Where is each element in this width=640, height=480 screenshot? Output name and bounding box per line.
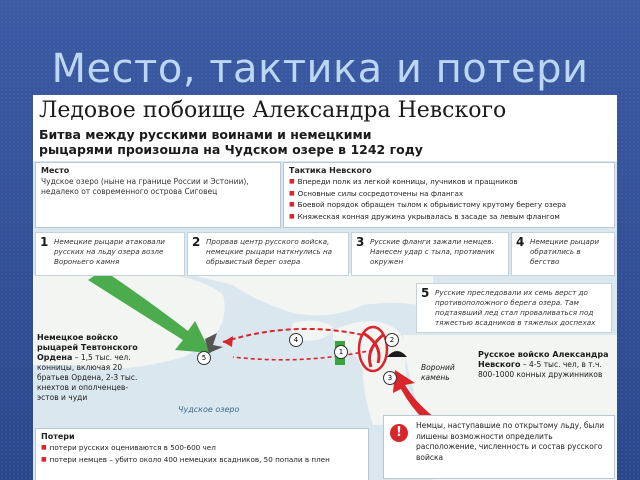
- place-text: Чудское озеро (ныне на границе России и Эстонии), недалеко от современного острова Сиговец: [41, 177, 249, 196]
- place-heading: Место: [41, 166, 70, 175]
- map-marker-3: 3: [383, 371, 397, 385]
- poster-header: [33, 95, 617, 161]
- step-5: [416, 283, 612, 333]
- tactics-item: ■ Боевой порядок обращен тылом к обрывистому крутому берегу озера: [289, 200, 614, 212]
- losses-item: ■ потери русских оцениваются в 500-600 чел: [41, 443, 368, 455]
- infographic-poster: [33, 95, 617, 480]
- step-4: [511, 232, 615, 276]
- step-1: [35, 232, 185, 276]
- step-number: 5: [421, 286, 430, 300]
- tactics-item: ■ Впереди полк из легкой конницы, лучников и пращников: [289, 177, 614, 189]
- map-marker-1: 1: [334, 345, 348, 359]
- german-army-text: – 1,5 тыс. чел. конницы, включая 20 братьев Ордена, 2-3 тыс. кнехтов и ополченцев-эстов и чуди: [37, 353, 138, 402]
- losses-box: [35, 428, 369, 480]
- german-army-label: [37, 333, 147, 403]
- map-marker-5: 5: [197, 351, 211, 365]
- step-text: Немецкие рыцари обратились в бегство: [530, 237, 600, 266]
- step-number: 1: [40, 235, 49, 249]
- losses-heading: Потери: [41, 432, 75, 441]
- step-text: Русские фланги зажали немцев. Нанесен удар с тыла, противник окружен: [370, 237, 495, 266]
- warning-text: Немцы, наступавшие по открытому льду, были лишены возможности определить расположение, численность и состав русского войска: [416, 421, 605, 462]
- russian-army-label: [478, 350, 613, 380]
- losses-item: ■ потери немцев – убито около 400 немецких всадников, 50 попали в плен: [41, 455, 368, 467]
- poster-subtitle: Битва между русскими воинами и немецкими рыцарями произошла на Чудском озере в 1242 году: [39, 127, 423, 157]
- losses-list: [36, 443, 368, 466]
- tactics-heading: Тактика Невского: [289, 166, 372, 175]
- german-army-title: Немецкое войско рыцарей Тевтонского Ордена: [37, 333, 138, 362]
- step-text: Немецкие рыцари атаковали русских на льду озера возле Вороньего камня: [54, 237, 165, 266]
- step-number: 4: [516, 235, 525, 249]
- warning-box: [383, 415, 615, 479]
- russian-army-title: Русское войско Александра Невского: [478, 350, 609, 369]
- warning-icon: !: [390, 424, 408, 442]
- place-box: [35, 162, 281, 228]
- tactics-item: ■ Основные силы сосредоточены на флангах: [289, 189, 614, 201]
- lake-label: Чудское озеро: [178, 405, 240, 414]
- step-3: [351, 232, 509, 276]
- step-number: 2: [192, 235, 201, 249]
- map-marker-2: 2: [385, 333, 399, 347]
- step-text: Прорвав центр русского войска, немецкие рыцари наткнулись на обрывистый берег озера: [206, 237, 333, 266]
- step-text: Русские преследовали их семь верст до противоположного берега озера. Там подтаявший лед стал проваливаться под тяжестью всадников в тяжелых доспехах: [435, 288, 596, 327]
- russian-army-text: – 4-5 тыс. чел, в т.ч. 800-1000 конных дружинников: [478, 360, 603, 379]
- tactics-box: [283, 162, 615, 228]
- poster-title: Ледовое побоище Александра Невского: [39, 98, 507, 123]
- map-marker-4: 4: [289, 333, 303, 347]
- tactics-item: ■ Княжеская конная дружина укрывалась в засаде за левым флангом: [289, 212, 614, 224]
- crow-stone-label: Вороний камень: [421, 363, 455, 382]
- slide-title: Место, тактика и потери: [51, 46, 589, 92]
- step-2: [187, 232, 349, 276]
- step-number: 3: [356, 235, 365, 249]
- tactics-list: [284, 177, 614, 223]
